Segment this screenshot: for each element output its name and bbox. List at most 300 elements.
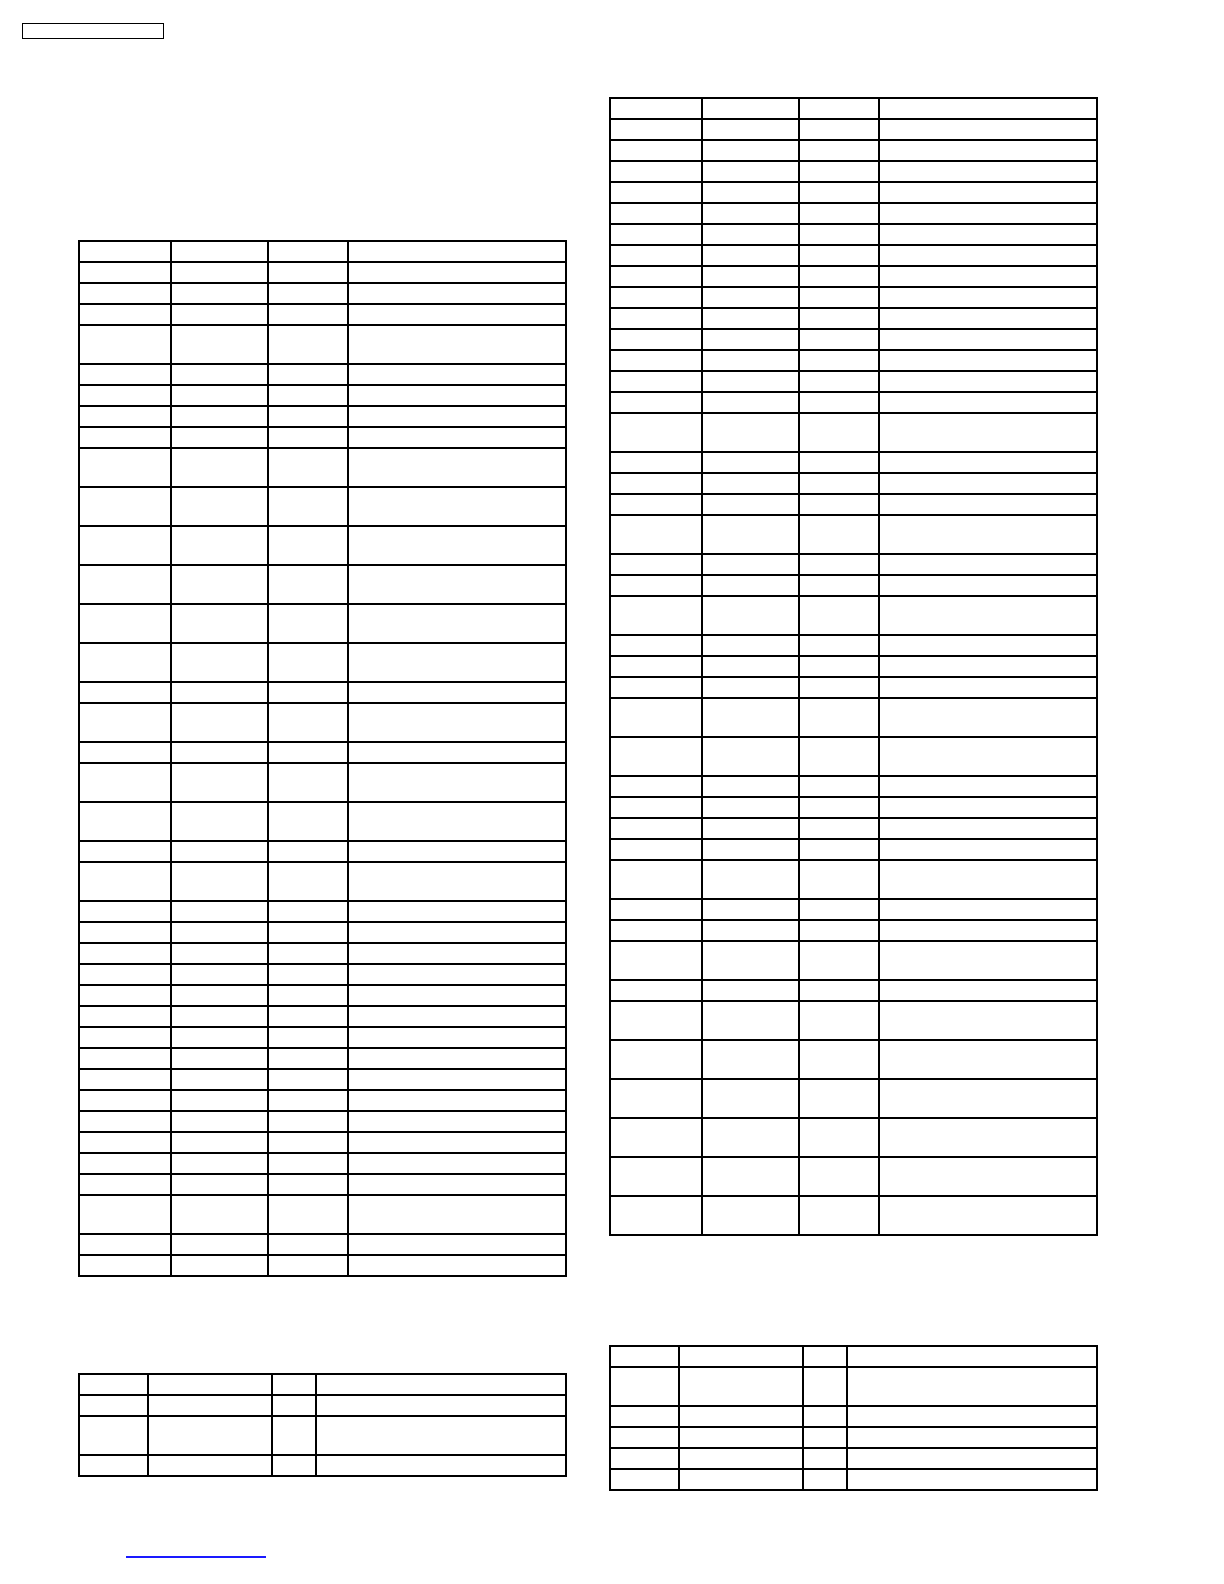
table-row <box>79 1006 566 1027</box>
table-row <box>79 364 566 385</box>
table-row <box>610 161 1097 182</box>
table-cell <box>879 860 1097 899</box>
page-header-box <box>22 23 164 39</box>
table-cell <box>702 737 799 776</box>
table-cell <box>610 698 702 737</box>
table-cell <box>610 1406 679 1427</box>
table-cell <box>799 245 879 266</box>
table-row <box>79 448 566 487</box>
table-row <box>610 554 1097 575</box>
table-cell <box>610 1469 679 1490</box>
table-cell <box>79 1153 171 1174</box>
table-cell <box>679 1406 803 1427</box>
table-header-row <box>79 241 566 262</box>
table-row <box>79 1455 566 1476</box>
table-cell <box>610 203 702 224</box>
table-cell <box>702 203 799 224</box>
table-cell <box>799 119 879 140</box>
table-cell <box>610 515 702 554</box>
column-header <box>348 241 566 262</box>
table-row <box>79 985 566 1006</box>
table-cell <box>702 161 799 182</box>
table-cell <box>702 860 799 899</box>
table-cell <box>348 1153 566 1174</box>
table-cell <box>348 1132 566 1153</box>
table-row <box>610 224 1097 245</box>
table-cell <box>348 703 566 742</box>
table-cell <box>610 575 702 596</box>
table-row <box>610 596 1097 635</box>
table-cell <box>879 245 1097 266</box>
table-cell <box>610 635 702 656</box>
table-cell <box>610 1448 679 1469</box>
table-cell <box>803 1448 847 1469</box>
table-cell <box>348 304 566 325</box>
table-cell <box>879 1118 1097 1157</box>
table-cell <box>702 371 799 392</box>
table-cell <box>79 802 171 841</box>
table-cell <box>79 604 171 643</box>
table-cell <box>171 802 268 841</box>
table-cell <box>879 737 1097 776</box>
table-cell <box>268 526 348 565</box>
table-cell <box>348 526 566 565</box>
table-cell <box>171 1234 268 1255</box>
table-cell <box>610 182 702 203</box>
table-cell <box>679 1427 803 1448</box>
table-cell <box>79 1416 148 1455</box>
table-cell <box>79 1027 171 1048</box>
table-cell <box>171 964 268 985</box>
table-cell <box>702 839 799 860</box>
table-cell <box>610 1157 702 1196</box>
table-row <box>610 329 1097 350</box>
table-cell <box>268 643 348 682</box>
table-cell <box>847 1367 1097 1406</box>
table-cell <box>879 839 1097 860</box>
table-cell <box>171 1255 268 1276</box>
table-cell <box>79 262 171 283</box>
table-cell <box>79 448 171 487</box>
table-cell <box>799 308 879 329</box>
table-row <box>79 1395 566 1416</box>
table-cell <box>348 1027 566 1048</box>
table-cell <box>348 901 566 922</box>
table-cell <box>171 643 268 682</box>
table-cell <box>148 1416 272 1455</box>
table-cell <box>79 964 171 985</box>
table-cell <box>879 308 1097 329</box>
table-cell <box>610 839 702 860</box>
table-cell <box>348 1006 566 1027</box>
table-row <box>610 266 1097 287</box>
table-cell <box>171 325 268 364</box>
table-cell <box>679 1367 803 1406</box>
table-cell <box>702 776 799 797</box>
table-cell <box>610 1040 702 1079</box>
table-cell <box>79 922 171 943</box>
table-cell <box>268 1195 348 1234</box>
table-cell <box>799 1079 879 1118</box>
table-cell <box>879 554 1097 575</box>
table-row <box>610 698 1097 737</box>
table-cell <box>316 1455 566 1476</box>
table-cell <box>799 1196 879 1235</box>
footer-link[interactable] <box>126 1556 266 1558</box>
table-cell <box>702 941 799 980</box>
table-cell <box>79 283 171 304</box>
table-cell <box>799 920 879 941</box>
table-cell <box>268 1027 348 1048</box>
table-cell <box>171 406 268 427</box>
table-cell <box>799 473 879 494</box>
table-row <box>79 943 566 964</box>
table-cell <box>702 140 799 161</box>
table-cell <box>799 860 879 899</box>
table-cell <box>171 487 268 526</box>
table-row <box>79 283 566 304</box>
column-header <box>702 98 799 119</box>
table-cell <box>348 922 566 943</box>
table-cell <box>799 515 879 554</box>
table-cell <box>879 452 1097 473</box>
table-cell <box>268 703 348 742</box>
table-cell <box>610 245 702 266</box>
table-row <box>79 427 566 448</box>
table-row <box>79 1416 566 1455</box>
table-left-main <box>78 240 567 1277</box>
table-cell <box>702 1040 799 1079</box>
table-cell <box>171 604 268 643</box>
table-row <box>610 371 1097 392</box>
table-row <box>610 1367 1097 1406</box>
table-cell <box>79 1234 171 1255</box>
table-row <box>79 1195 566 1234</box>
table-cell <box>348 1195 566 1234</box>
table-cell <box>79 901 171 922</box>
table-row <box>610 494 1097 515</box>
table-cell <box>79 862 171 901</box>
table-cell <box>171 427 268 448</box>
table-cell <box>610 329 702 350</box>
table-row <box>79 901 566 922</box>
table-cell <box>148 1395 272 1416</box>
table-cell <box>348 604 566 643</box>
table-cell <box>679 1448 803 1469</box>
table-cell <box>268 742 348 763</box>
table-cell <box>171 742 268 763</box>
table-cell <box>268 841 348 862</box>
table-cell <box>702 224 799 245</box>
table-cell <box>348 763 566 802</box>
table-cell <box>799 1157 879 1196</box>
table-cell <box>799 1118 879 1157</box>
table-cell <box>348 742 566 763</box>
table-cell <box>799 329 879 350</box>
table-cell <box>702 656 799 677</box>
table-cell <box>799 350 879 371</box>
table-cell <box>268 427 348 448</box>
table-cell <box>79 1174 171 1195</box>
table-cell <box>799 287 879 308</box>
table-cell <box>610 1367 679 1406</box>
table-cell <box>799 980 879 1001</box>
table-cell <box>348 985 566 1006</box>
table-cell <box>171 1111 268 1132</box>
table-cell <box>268 1255 348 1276</box>
table-cell <box>610 161 702 182</box>
table-row <box>79 325 566 364</box>
table-cell <box>702 1196 799 1235</box>
table-cell <box>79 1195 171 1234</box>
table-cell <box>879 1001 1097 1040</box>
table-row <box>610 839 1097 860</box>
table-cell <box>268 364 348 385</box>
table-row <box>610 737 1097 776</box>
table-cell <box>879 980 1097 1001</box>
table-cell <box>847 1469 1097 1490</box>
table-cell <box>268 406 348 427</box>
table-cell <box>702 119 799 140</box>
table-cell <box>799 941 879 980</box>
table-cell <box>171 1006 268 1027</box>
table-cell <box>610 941 702 980</box>
table-row <box>610 1118 1097 1157</box>
table-row <box>610 575 1097 596</box>
table-cell <box>79 943 171 964</box>
table-cell <box>79 1395 148 1416</box>
table-cell <box>879 392 1097 413</box>
table-cell <box>79 427 171 448</box>
table-row <box>610 776 1097 797</box>
table-cell <box>348 364 566 385</box>
table-cell <box>610 1079 702 1118</box>
table-header-row <box>610 1346 1097 1367</box>
table-cell <box>171 304 268 325</box>
table-cell <box>348 802 566 841</box>
table-cell <box>171 1153 268 1174</box>
table-row <box>79 922 566 943</box>
table-cell <box>702 452 799 473</box>
table-cell <box>348 1255 566 1276</box>
table-cell <box>879 656 1097 677</box>
table-cell <box>171 385 268 406</box>
table-cell <box>610 287 702 308</box>
table-cell <box>79 1069 171 1090</box>
table-cell <box>799 575 879 596</box>
table-row <box>610 140 1097 161</box>
table-cell <box>702 635 799 656</box>
table-cell <box>702 392 799 413</box>
table-cell <box>879 182 1097 203</box>
table-cell <box>799 839 879 860</box>
table-cell <box>610 596 702 635</box>
table-cell <box>316 1395 566 1416</box>
table-row <box>79 703 566 742</box>
table-row <box>79 742 566 763</box>
table-cell <box>702 1001 799 1040</box>
table-cell <box>610 1196 702 1235</box>
table-cell <box>879 413 1097 452</box>
table-row <box>79 763 566 802</box>
table-cell <box>879 287 1097 308</box>
column-header <box>79 1374 148 1395</box>
table-row <box>79 262 566 283</box>
table-cell <box>799 182 879 203</box>
table-cell <box>79 1048 171 1069</box>
column-header <box>679 1346 803 1367</box>
table-cell <box>879 797 1097 818</box>
table-cell <box>847 1448 1097 1469</box>
table-row <box>79 565 566 604</box>
table-cell <box>879 371 1097 392</box>
table-cell <box>799 413 879 452</box>
table-cell <box>879 203 1097 224</box>
table-cell <box>348 1069 566 1090</box>
table-row <box>610 392 1097 413</box>
table-cell <box>268 964 348 985</box>
table-cell <box>171 682 268 703</box>
table-cell <box>348 325 566 364</box>
table-row <box>610 119 1097 140</box>
table-cell <box>348 283 566 304</box>
table-row <box>610 473 1097 494</box>
table-row <box>610 515 1097 554</box>
table-row <box>79 1090 566 1111</box>
table-cell <box>702 698 799 737</box>
table-cell <box>348 406 566 427</box>
table-cell <box>803 1469 847 1490</box>
table-cell <box>702 515 799 554</box>
table-row <box>610 635 1097 656</box>
table-cell <box>799 677 879 698</box>
table-row <box>79 1048 566 1069</box>
table-cell <box>610 140 702 161</box>
table-cell <box>610 818 702 839</box>
table-row <box>610 350 1097 371</box>
table-cell <box>79 742 171 763</box>
table-cell <box>268 922 348 943</box>
column-header <box>272 1374 316 1395</box>
table-cell <box>799 797 879 818</box>
table-cell <box>268 604 348 643</box>
table-cell <box>171 526 268 565</box>
table-cell <box>171 1174 268 1195</box>
table-cell <box>348 385 566 406</box>
table-row <box>79 964 566 985</box>
table-cell <box>79 304 171 325</box>
table-cell <box>799 698 879 737</box>
table-cell <box>702 818 799 839</box>
table-row <box>610 1040 1097 1079</box>
column-header <box>799 98 879 119</box>
table-cell <box>348 682 566 703</box>
table-cell <box>799 452 879 473</box>
table-cell <box>148 1455 272 1476</box>
table-row <box>79 1027 566 1048</box>
column-header <box>316 1374 566 1395</box>
table-cell <box>610 899 702 920</box>
table-cell <box>268 802 348 841</box>
table-cell <box>879 266 1097 287</box>
table-cell <box>79 643 171 682</box>
table-cell <box>879 140 1097 161</box>
table-cell <box>702 350 799 371</box>
table-cell <box>268 682 348 703</box>
table-cell <box>799 554 879 575</box>
table-row <box>79 1132 566 1153</box>
table-cell <box>171 283 268 304</box>
table-cell <box>702 245 799 266</box>
table-cell <box>879 677 1097 698</box>
table-cell <box>702 575 799 596</box>
table-cell <box>268 1006 348 1027</box>
table-cell <box>348 1048 566 1069</box>
table-cell <box>799 224 879 245</box>
table-cell <box>171 943 268 964</box>
table-cell <box>879 899 1097 920</box>
table-cell <box>610 1118 702 1157</box>
table-cell <box>79 1455 148 1476</box>
table-cell <box>879 941 1097 980</box>
table-cell <box>79 841 171 862</box>
table-cell <box>268 304 348 325</box>
table-header-row <box>610 98 1097 119</box>
table-cell <box>348 427 566 448</box>
column-header <box>610 1346 679 1367</box>
table-row <box>610 1001 1097 1040</box>
table-cell <box>268 385 348 406</box>
table-cell <box>79 526 171 565</box>
table-cell <box>348 1174 566 1195</box>
table-cell <box>268 1048 348 1069</box>
table-cell <box>702 1157 799 1196</box>
table-cell <box>702 899 799 920</box>
column-header <box>803 1346 847 1367</box>
table-cell <box>799 1001 879 1040</box>
table-cell <box>171 1048 268 1069</box>
table-cell <box>171 763 268 802</box>
table-cell <box>799 266 879 287</box>
table-row <box>610 452 1097 473</box>
table-row <box>610 203 1097 224</box>
table-row <box>610 182 1097 203</box>
table-cell <box>79 385 171 406</box>
table-cell <box>879 161 1097 182</box>
table-cell <box>879 515 1097 554</box>
table-row <box>610 287 1097 308</box>
table-row <box>79 304 566 325</box>
table-cell <box>702 182 799 203</box>
table-cell <box>879 698 1097 737</box>
table-cell <box>610 413 702 452</box>
table-cell <box>348 1090 566 1111</box>
table-row <box>79 487 566 526</box>
table-cell <box>799 161 879 182</box>
table-row <box>610 1079 1097 1118</box>
table-row <box>610 1427 1097 1448</box>
table-cell <box>610 452 702 473</box>
table-cell <box>610 554 702 575</box>
table-cell <box>268 283 348 304</box>
table-cell <box>702 1079 799 1118</box>
table-cell <box>879 350 1097 371</box>
table-cell <box>799 494 879 515</box>
table-row <box>610 1406 1097 1427</box>
table-cell <box>79 1090 171 1111</box>
table-cell <box>879 119 1097 140</box>
table-row <box>610 308 1097 329</box>
